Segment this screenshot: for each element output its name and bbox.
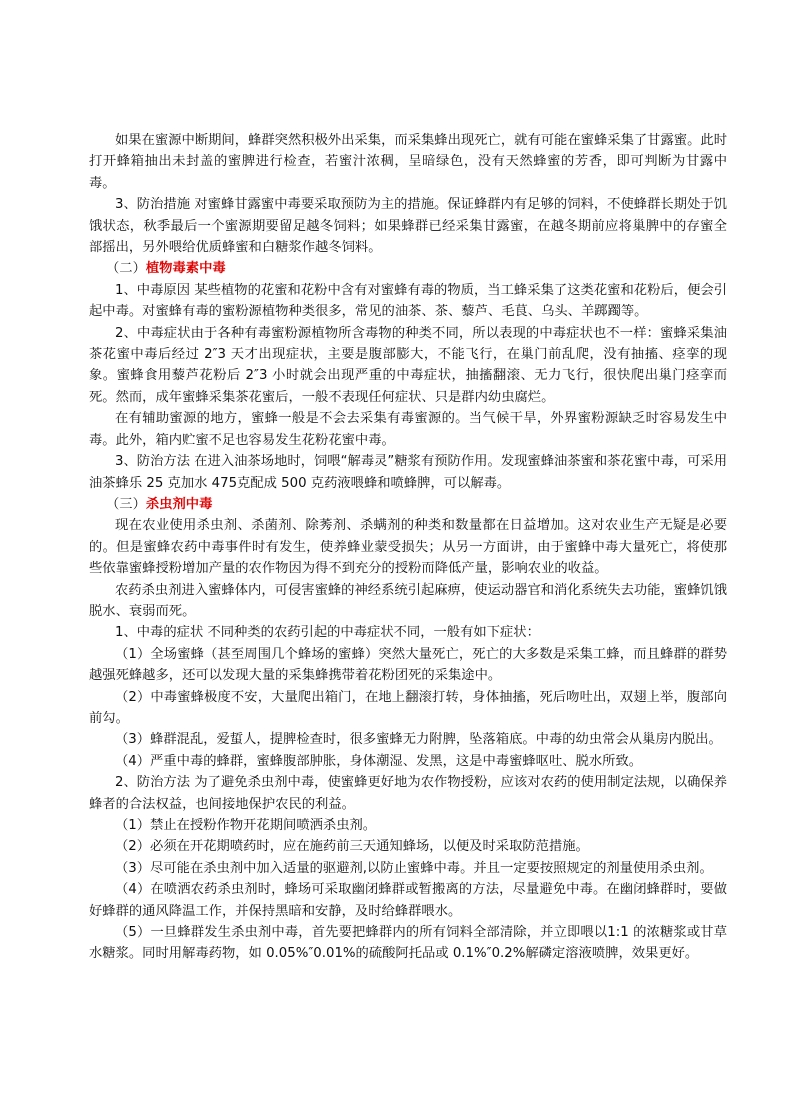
paragraph: 2、中毒症状由于各种有毒蜜粉源植物所含毒物的种类不同，所以表现的中毒症状也不一样：蜜蜂采集油茶花蜜中毒后经过 2″3 天才出现症状，主要是腹部膨大，不能飞行，在巢门前乱爬，没有抽搐、痉挛的现象。蜜蜂食用藜芦花粉后 2″3 小时就会出现严重的中毒症状，抽搐翻滚、无力飞行，很快爬出巢门痉挛而死。然而，成年蜜蜂采集茶花蜜后，一般不表现任何症状、只是群内幼虫腐烂。: [89, 325, 727, 405]
paragraph: 3、防治措施 对蜜蜂甘露蜜中毒要采取预防为主的措施。保证蜂群内有足够的饲料，不使蜂群长期处于饥饿状态，秋季最后一个蜜源期要留足越冬饲料；如果蜂群已经采集甘露蜜，在越冬期前应将巢脾中的存蜜全部摇出，另外喂给优质蜂蜜和白糖浆作越冬饲料。: [89, 197, 727, 256]
paragraph: 如果在蜜源中断期间，蜂群突然积极外出采集，而采集蜂出现死亡，就有可能在蜜蜂采集了甘露蜜。此时打开蜂箱抽出未封盖的蜜脾进行检查，若蜜汁浓稠，呈暗绿色，没有天然蜂蜜的芳香，即可判断为甘露中毒。: [89, 133, 727, 191]
paragraph: 农药杀虫剂进入蜜蜂体内，可侵害蜜蜂的神经系统引起麻痹，使运动器官和消化系统失去功能，蜜蜂饥饿脱水、衰弱而死。: [89, 582, 727, 619]
section-number: （二）: [106, 261, 146, 277]
section-title: 杀虫剂中毒: [145, 496, 213, 512]
list-item: （4）在喷洒农药杀虫剂时，蜂场可采取幽闭蜂群或暂搬离的方法，尽量避免中毒。在幽闭蜂群时，要做好蜂群的通风降温工作，并保持黑暗和安静，及时给蜂群喂水。: [89, 882, 727, 919]
list-item: （1）禁止在授粉作物开花期间喷洒杀虫剂。: [115, 818, 377, 833]
paragraph: 1、中毒原因 某些植物的花蜜和花粉中含有对蜜蜂有毒的物质，当工蜂采集了这类花蜜和花粉后，便会引起中毒。对蜜蜂有毒的蜜粉源植物种类很多，常见的油茶、茶、藜芦、毛茛、乌头、羊踯躅等。: [89, 282, 727, 320]
section-heading: [89, 258, 727, 279]
list-item: （2）中毒蜜蜂极度不安，大量爬出箱门，在地上翻滚打转，身体抽搐，死后吻吐出，双翅上举，腹部向前勾。: [89, 689, 727, 726]
paragraph: 现在农业使用杀虫剂、杀菌剂、除莠剂、杀螨剂的种类和数量都在日益增加。这对农业生产无疑是必要的。但是蜜蜂农药中毒事件时有发生，使养蜂业蒙受损失；从另一方面讲，由于蜜蜂中毒大量死亡，将使那些依靠蜜蜂授粉增加产量的农作物因为得不到充分的授粉而降低产量，影响农业的收益。: [89, 518, 727, 577]
paragraph: 在有辅助蜜源的地方，蜜蜂一般是不会去采集有毒蜜源的。当气候干旱，外界蜜粉源缺乏时容易发生中毒。此外，箱内贮蜜不足也容易发生花粉花蜜中毒。: [89, 411, 727, 448]
list-item: （1）全场蜜蜂（甚至周围几个蜂场的蜜蜂）突然大量死亡，死亡的大多数是采集工蜂，而且蜂群的群势越强死蜂越多，还可以发现大量的采集蜂携带着花粉团死的采集途中。: [89, 646, 727, 684]
section-title: 植物毒素中毒: [145, 261, 226, 277]
document-body: [89, 130, 727, 965]
list-item: （4）严重中毒的蜂群，蜜蜂腹部肿胀，身体潮湿、发黑，这是中毒蜜蜂呕吐、脱水所致。: [115, 753, 643, 769]
list-item: （5）一旦蜂群发生杀虫剂中毒，首先要把蜂群内的所有饲料全部清除，并立即喂以1:1 的浓糖浆或甘草水糖浆。同时用解毒药物，如 0.05%″0.01%的硫酸阿托品或 0.1%″0.2%解磷定溶液喷脾，效果更好。: [89, 925, 727, 962]
paragraph: 1、中毒的症状 不同种类的农药引起的中毒症状不同，一般有如下症状：: [115, 625, 540, 641]
paragraph: 2、防治方法 为了避免杀虫剂中毒，使蜜蜂更好地为农作物授粉，应该对农药的使用制定法规，以确保养蜂者的合法权益，也间接地保护农民的利益。: [89, 775, 727, 812]
list-item: （3）尽可能在杀虫剂中加入适量的驱避剂,以防止蜜蜂中毒。并且一定要按照规定的剂量使用杀虫剂。: [115, 860, 713, 876]
list-item: （2）必须在开花期喷药时，应在施药前三天通知蜂场，以便及时采取防范措施。: [115, 839, 589, 855]
section-heading: [89, 494, 727, 515]
paragraph: 3、防治方法 在进入油茶场地时，饲喂“解毒灵”糖浆有预防作用。发现蜜蜂油茶蜜和茶花蜜中毒，可采用油茶蜂乐 25 克加水 475克配成 500 克药液喂蜂和喷蜂脾，可以解毒。: [89, 454, 727, 491]
section-number: （三）: [106, 496, 146, 512]
list-item: （3）蜂群混乱，爱蜇人，提脾检查时，很多蜜蜂无力附脾，坠落箱底。中毒的幼虫常会从巢房内脱出。: [115, 732, 722, 748]
